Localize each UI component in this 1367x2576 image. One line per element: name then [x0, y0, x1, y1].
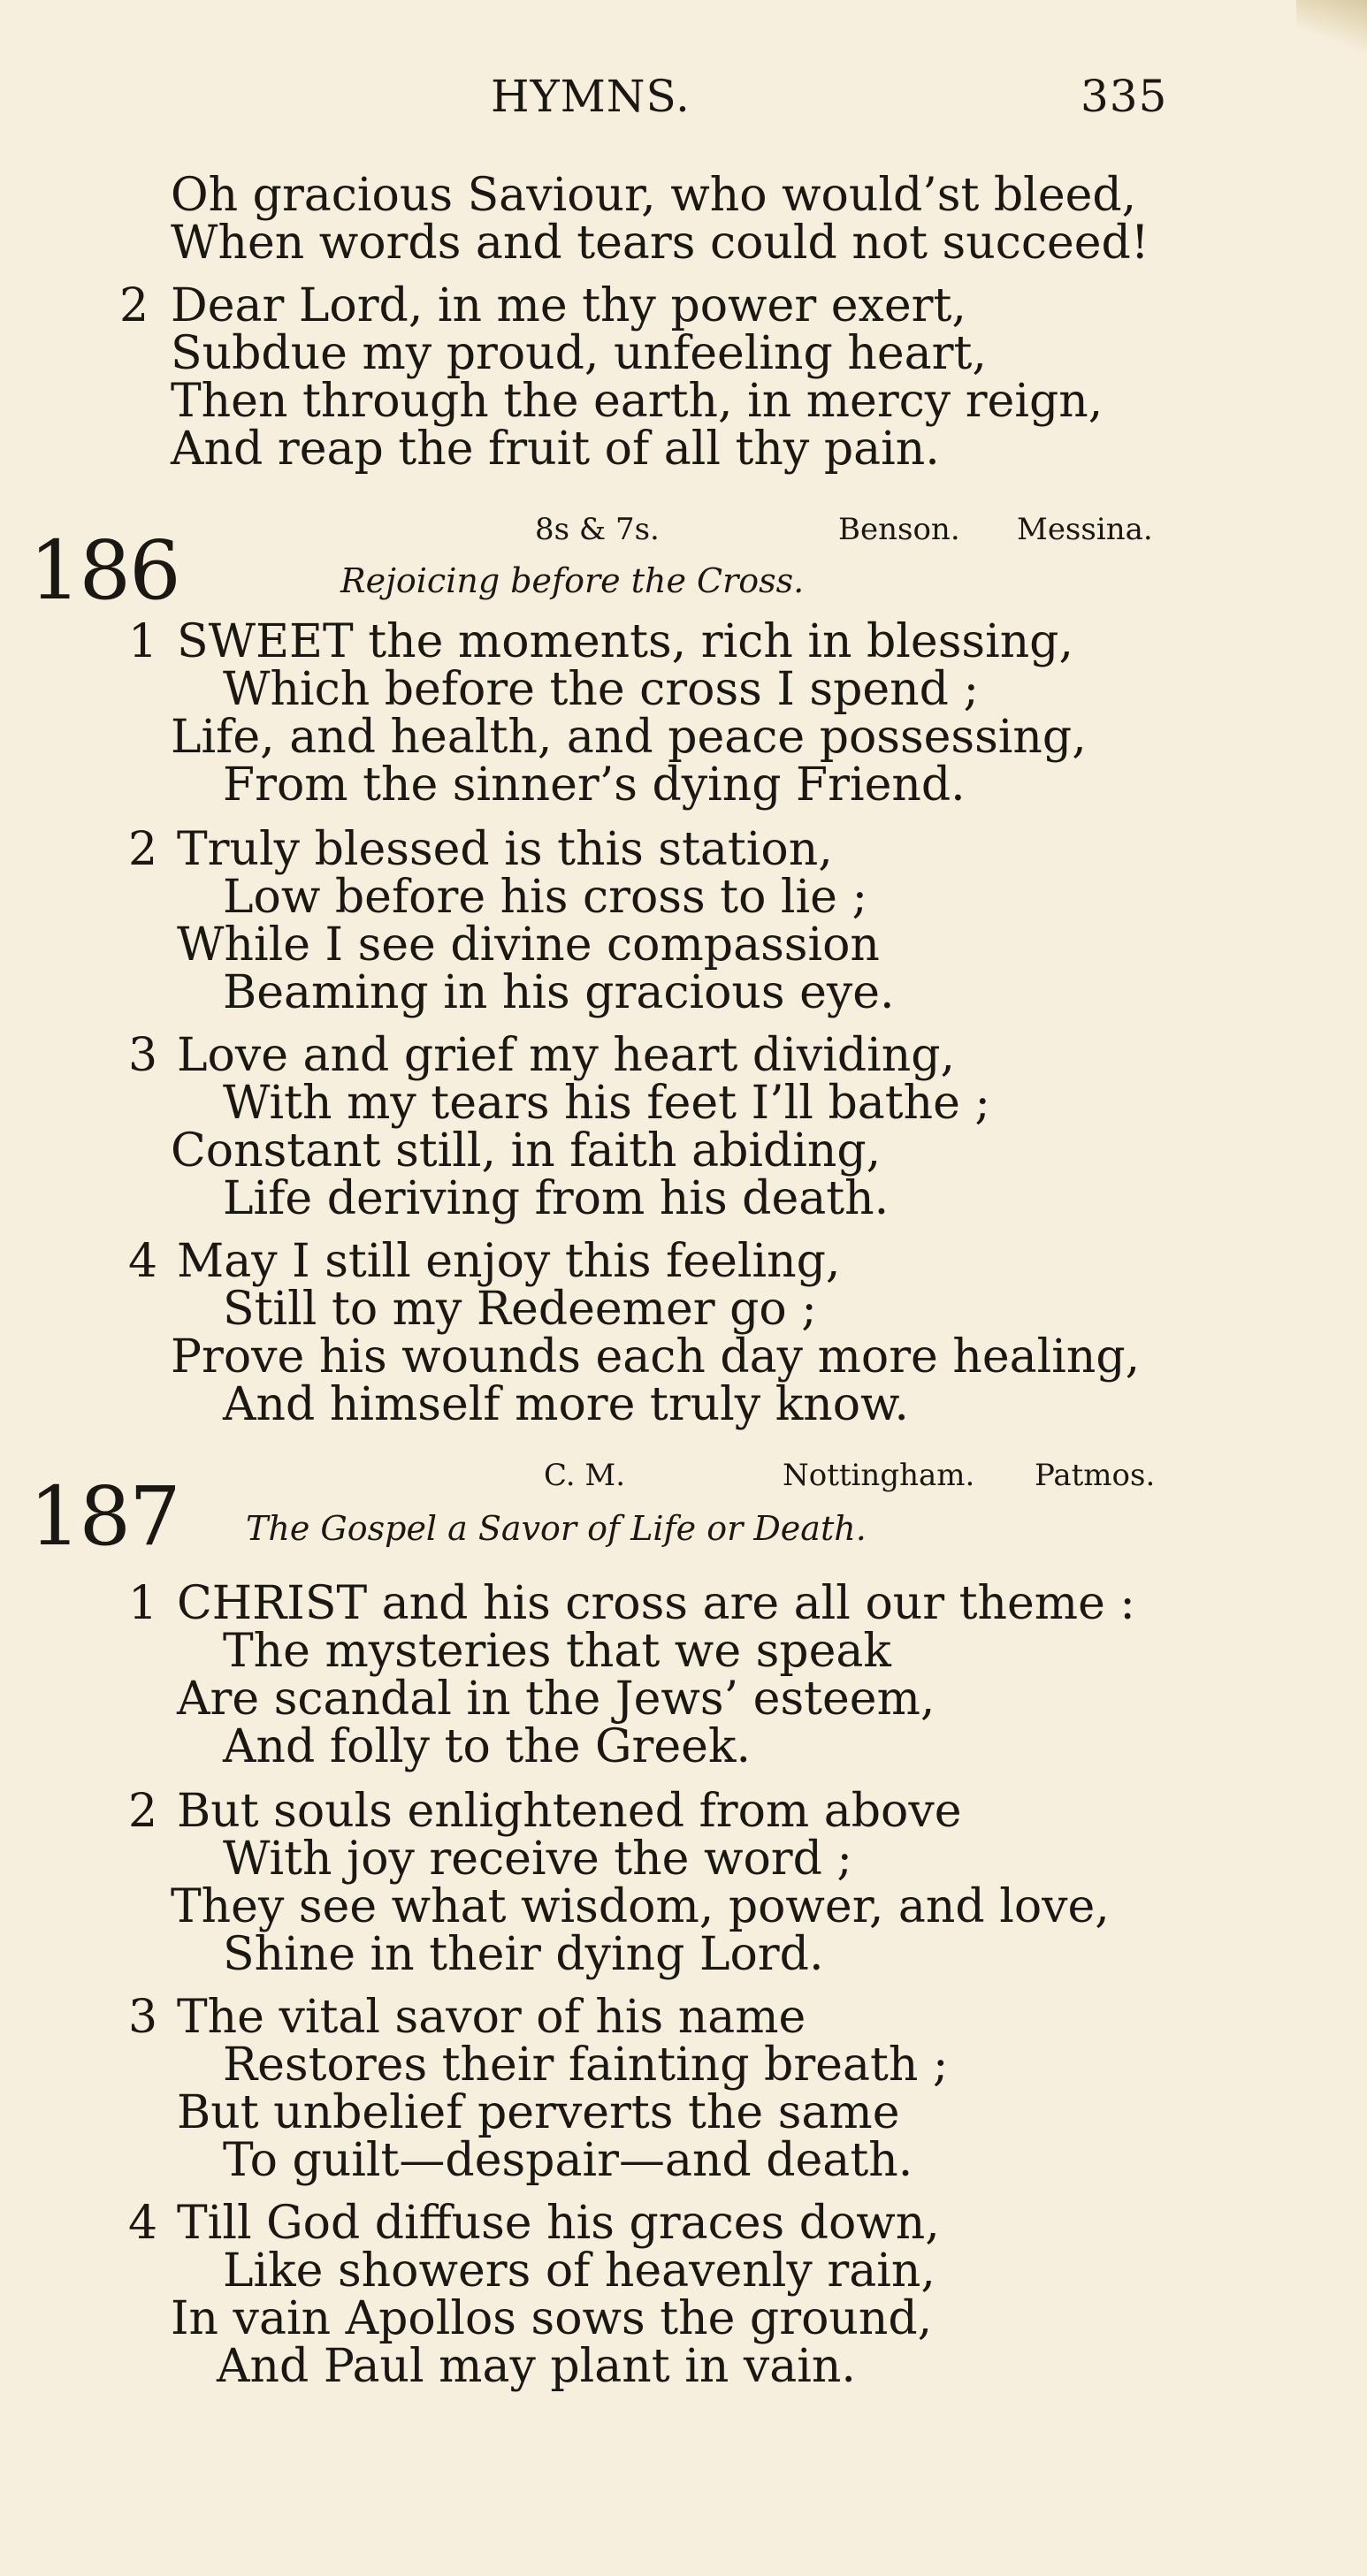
verse-line: In vain Apollos sows the ground, [171, 2292, 933, 2345]
verse-line: From the sinner’s dying Friend. [223, 758, 966, 812]
verse-line: Still to my Redeemer go ; [223, 1283, 817, 1336]
verse-line: Which before the cross I spend ; [223, 663, 980, 716]
verse-line: Then through the earth, in mercy reign, [171, 375, 1104, 428]
verse-line: Restores their fainting breath ; [223, 2039, 949, 2092]
hymn-subtitle: The Gospel a Savor of Life or Death. [246, 1509, 867, 1548]
verse-line: And reap the fruit of all thy pain. [171, 423, 940, 476]
verse-line: Prove his wounds each day more healing, [171, 1330, 1141, 1383]
hymn-meter: 8s & 7s. [535, 512, 660, 547]
verse-line: Constant still, in faith abiding, [171, 1124, 882, 1177]
verse-line: And Paul may plant in vain. [217, 2340, 856, 2393]
stanza-number: 2 [128, 1785, 158, 1838]
verse-line: Are scandal in the Jews’ esteem, [177, 1673, 936, 1726]
verse-line: Shine in their dying Lord. [223, 1928, 824, 1981]
running-head-title: HYMNS. [491, 71, 691, 122]
verse-line: But unbelief perverts the same [177, 2086, 900, 2139]
hymn-number: 187 [29, 1469, 179, 1564]
page-corner-fold [1296, 0, 1367, 53]
stanza-number: 2 [119, 279, 149, 332]
verse-line: They see what wisdom, power, and love, [171, 1880, 1110, 1933]
verse-line: Oh gracious Saviour, who would’st bleed, [171, 169, 1137, 222]
verse-line: Dear Lord, in me thy power exert, [171, 279, 966, 332]
stanza-number: 2 [128, 823, 158, 876]
verse-line: Like showers of heavenly rain, [223, 2244, 936, 2298]
verse-line: The vital savor of his name [177, 1991, 806, 2044]
verse-line: But souls enlightened from above [177, 1785, 962, 1838]
verse-line: Life deriving from his death. [223, 1172, 890, 1225]
verse-line: Beaming in his gracious eye. [223, 966, 895, 1019]
stanza-number: 4 [128, 2197, 158, 2250]
stanza-number: 4 [128, 1235, 158, 1288]
hymn-subtitle: Rejoicing before the Cross. [340, 561, 805, 600]
hymn-meter: C. M. [544, 1458, 626, 1493]
verse-line: While I see divine compassion [177, 918, 880, 972]
verse-line: And himself more truly know. [223, 1378, 909, 1431]
verse-line: Till God diffuse his graces down, [177, 2197, 940, 2250]
verse-line: Love and grief my heart dividing, [177, 1029, 956, 1082]
verse-line: With joy receive the word ; [223, 1833, 852, 1886]
verse-line: SWEET the moments, rich in blessing, [177, 615, 1073, 668]
verse-line: CHRIST and his cross are all our theme : [177, 1577, 1135, 1630]
tune-name: Nottingham. [783, 1458, 975, 1493]
verse-line: To guilt—despair—and death. [223, 2134, 913, 2187]
verse-line: And folly to the Greek. [223, 1720, 751, 1773]
page-number: 335 [1081, 71, 1168, 122]
verse-line: The mysteries that we speak [223, 1625, 891, 1678]
verse-line: Truly blessed is this station, [177, 823, 833, 876]
stanza-number: 3 [128, 1991, 158, 2044]
verse-line: Life, and health, and peace possessing, [171, 711, 1087, 764]
hymn-number: 186 [29, 523, 179, 618]
verse-line: When words and tears could not succeed! [171, 217, 1149, 270]
verse-line: With my tears his feet I’ll bathe ; [223, 1077, 990, 1130]
stanza-number: 1 [128, 615, 158, 668]
verse-line: Low before his cross to lie ; [223, 871, 867, 924]
verse-line: Subdue my proud, unfeeling heart, [171, 327, 987, 380]
verse-line: May I still enjoy this feeling, [177, 1235, 841, 1288]
tune-name: Patmos. [1035, 1458, 1156, 1493]
stanza-number: 1 [128, 1577, 158, 1630]
stanza-number: 3 [128, 1029, 158, 1082]
tune-name: Messina. [1017, 512, 1153, 547]
tune-name: Benson. [838, 512, 960, 547]
